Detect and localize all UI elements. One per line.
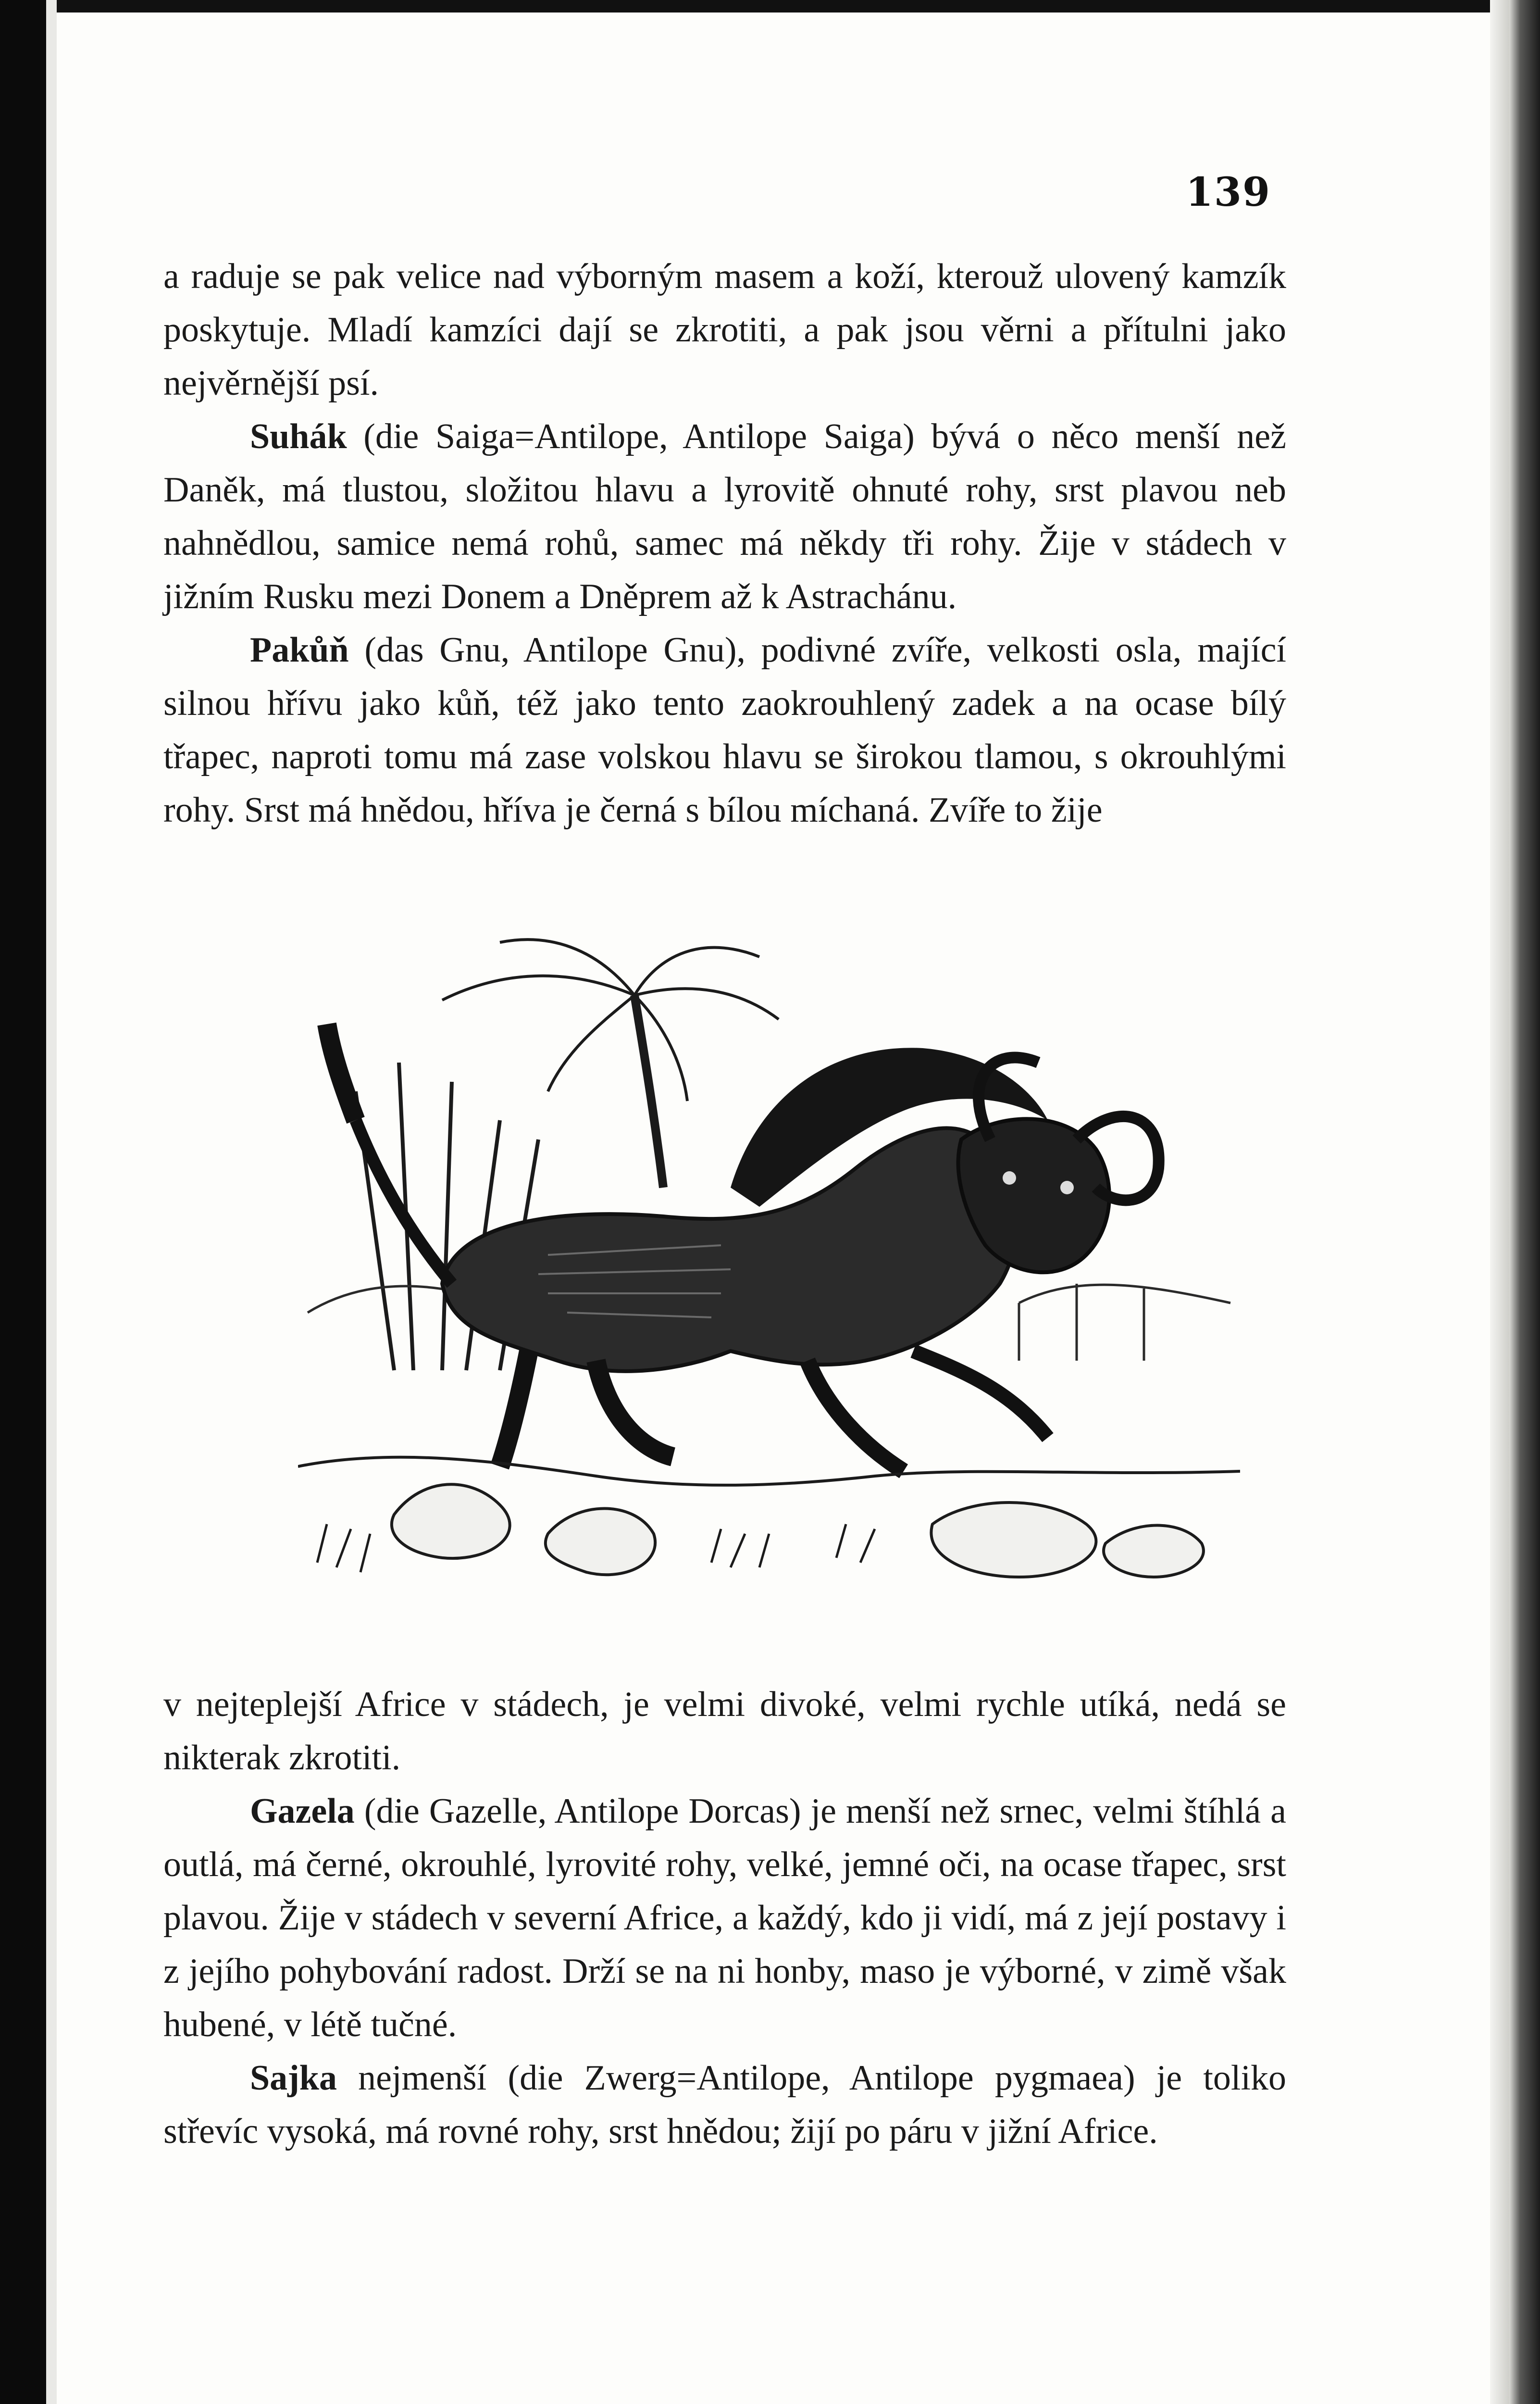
text-block-top (163, 250, 1286, 837)
page-number: 139 (1185, 169, 1271, 215)
term-sajka: Sajka (250, 2058, 337, 2098)
paragraph-kamzik: a raduje se pak velice nad výborným masem a koží, kterouž ulovený kamzík poskytuje. Mladí kamzíci dají se zkrotiti, a pak jsou věrni a přítulni jako nejvěrnější psí. (163, 257, 1286, 403)
ground-rocks (298, 1457, 1240, 1577)
term-pakun: Pakůň (250, 630, 349, 670)
palm-tree (442, 939, 779, 1188)
term-suhak: Suhák (250, 417, 347, 456)
paragraph-suhak (163, 410, 1286, 624)
paragraph-pakun-continued: v nejteplejší Africe v stádech, je velmi divoké, velmi rychle utíká, nedá se nikterak zkrotiti. (163, 1685, 1286, 1778)
paragraph-pakun-text: (das Gnu, Antilope Gnu), podivné zvíře, velkosti osla, mající silnou hřívu jako kůň, též jako tento zaokrouhlený zadek a na ocase bílý třapec, naproti tomu má zase volskou hlavu se širokou tlamou, s okrouhlými rohy. Srst má hnědou, hříva je černá s bílou míchaná. Zvíře to žije (163, 630, 1286, 830)
paragraph-sajka (163, 2052, 1286, 2158)
page-edge-shadow (1490, 0, 1509, 2404)
term-gazela: Gazela (250, 1791, 355, 1831)
text-block-bottom (163, 1678, 1286, 2158)
paragraph-gazela-text: (die Gazelle, Antilope Dorcas) je menší než srnec, velmi štíhlá a outlá, má černé, okrouhlé, lyrovité rohy, velké, jemné oči, na ocase třapec, srst plavou. Žije v stádech v severní Africe, a každý, kdo ji vidí, má z její postavy i z jejího pohybování radost. Drží se na ni honby, maso je výborné, v zimě však hubené, v létě tučné. (163, 1791, 1286, 2044)
scan-border-top (0, 0, 1540, 13)
scan-border-left-inner (46, 0, 57, 2404)
paragraph-sajka-text: nejmenší (die Zwerg=Antilope, Antilope pygmaea) je toliko střevíc vysoká, má rovné rohy, srst hnědou; žijí po páru v jižní Africe. (163, 2058, 1286, 2151)
gnu-engraving-illustration (298, 938, 1240, 1659)
paragraph-suhak-text: (die Saiga=Antilope, Antilope Saiga) bývá o něco menší než Daněk, má tlustou, složitou hlavu a lyrovitě ohnuté rohy, srst plavou neb nahnědlou, samice nemá rohů, samec má někdy tři rohy. Žije v stádech v jižním Rusku mezi Donem a Dněprem až k Astrachánu. (163, 417, 1286, 616)
paragraph-gazela (163, 1785, 1286, 2052)
paragraph-pakun (163, 624, 1286, 837)
scan-border-left (0, 0, 46, 2404)
scan-border-right (1509, 0, 1540, 2404)
